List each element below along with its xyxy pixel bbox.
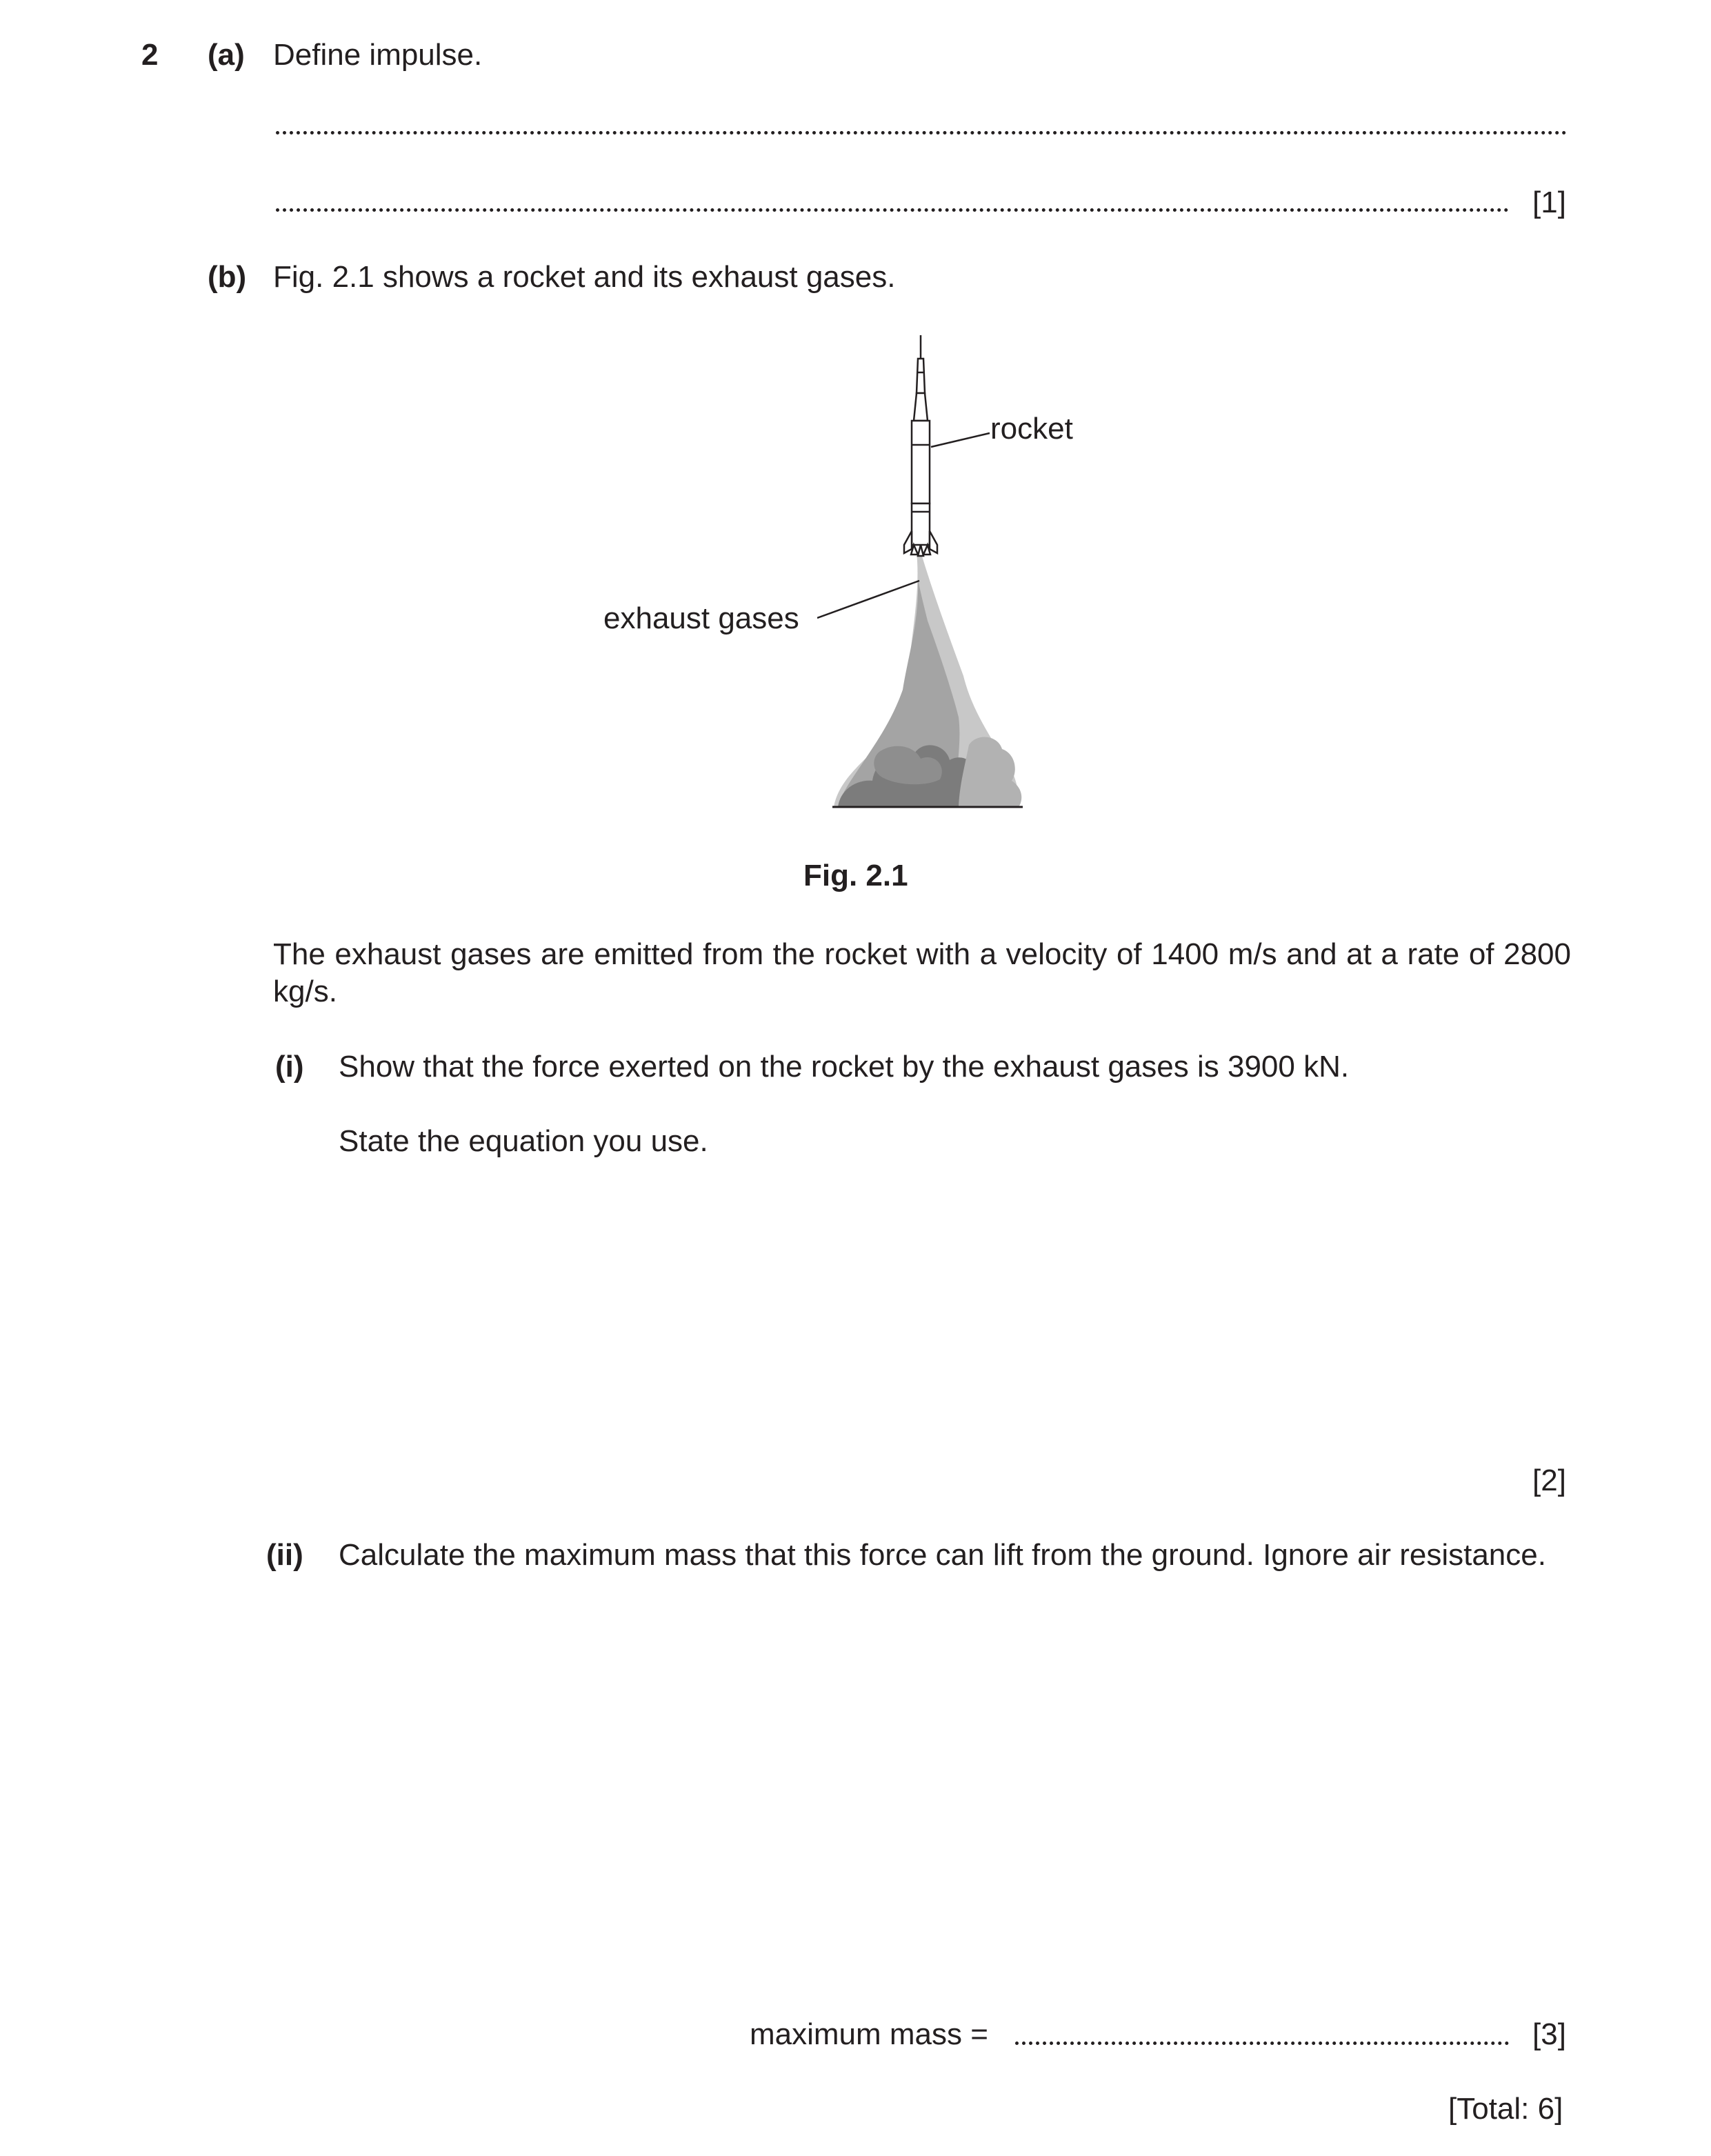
rocket-leader-line [931,433,990,447]
answer-line-1[interactable] [276,131,1567,134]
sub-i-instruction: State the equation you use. [339,1124,708,1158]
rocket-icon [904,335,937,556]
exhaust-leader-line [817,581,919,618]
figure-caption: Fig. 2.1 [803,859,908,892]
part-b-label: (b) [208,260,247,294]
part-b-paragraph: The exhaust gases are emitted from the rocket with a velocity of 1400 m/s and at a rate of 2800 kg/s. [273,937,1571,1008]
answer-label: maximum mass = [750,2017,988,2051]
part-a-question: Define impulse. [273,38,483,72]
rocket-figure [817,331,1107,817]
rocket-label: rocket [990,412,1073,446]
sub-ii-question: Calculate the maximum mass that this force can lift from the ground. Ignore air resistance. [339,1538,1546,1572]
sub-i-mark: [2] [1532,1464,1566,1497]
exhaust-label: exhaust gases [603,601,799,635]
sub-i-question: Show that the force exerted on the rocket by the exhaust gases is 3900 kN. [339,1050,1350,1084]
sub-i-label: (i) [275,1050,304,1084]
part-a-label: (a) [208,38,245,72]
exhaust-plume [832,552,1023,807]
part-b-intro: Fig. 2.1 shows a rocket and its exhaust gases. [273,260,896,294]
sub-ii-mark: [3] [1532,2017,1566,2051]
question-number: 2 [141,38,159,72]
maximum-mass-answer-line[interactable] [1015,2042,1509,2045]
total-marks: [Total: 6] [1448,2092,1563,2126]
sub-ii-label: (ii) [266,1538,303,1572]
part-a-mark: [1] [1532,186,1566,219]
answer-line-2[interactable] [276,208,1509,212]
